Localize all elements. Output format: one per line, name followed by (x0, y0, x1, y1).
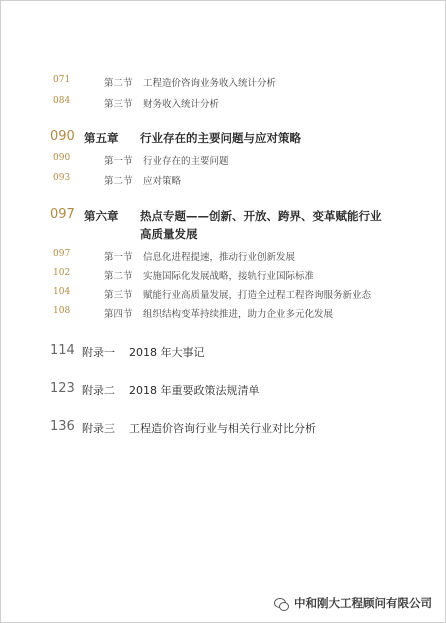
page-number: 090 (50, 129, 75, 144)
watermark-text: 中和刚大工程顾问有限公司 (294, 596, 432, 610)
appendix-label: 附录二 (82, 384, 115, 397)
section-label: 第一节 (104, 252, 133, 263)
chapter-title-continued: 高质量发展 (140, 227, 198, 241)
appendix-title: 2018 年重要政策法规清单 (129, 384, 260, 397)
appendix-label: 附录一 (82, 346, 115, 359)
page-number: 093 (53, 173, 71, 183)
section-label: 第二节 (104, 271, 133, 282)
section-label: 第四节 (104, 309, 133, 320)
page-number: 097 (50, 207, 75, 222)
section-title: 行业存在的主要问题 (143, 156, 229, 167)
section-title: 信息化进程提速，推动行业创新发展 (143, 252, 296, 263)
section-title: 实施国际化发展战略，接轨行业国际标准 (143, 271, 315, 282)
chapter-title: 行业存在的主要问题与应对策略 (140, 131, 301, 145)
chapter-label: 第六章 (84, 209, 119, 223)
page-number: 102 (53, 268, 71, 278)
page-number: 104 (53, 287, 71, 297)
section-label: 第二节 (104, 176, 133, 187)
page-number: 084 (53, 96, 71, 106)
section-label: 第一节 (104, 156, 133, 167)
page-number: 071 (53, 75, 71, 85)
section-title: 赋能行业高质量发展，打造全过程工程咨询服务新业态 (143, 290, 372, 301)
chapter-label: 第五章 (84, 131, 119, 145)
chapter-title: 热点专题——创新、开放、跨界、变革赋能行业 (140, 209, 382, 223)
watermark (274, 595, 432, 611)
page-number: 123 (50, 381, 75, 396)
section-title: 工程造价咨询业务收入统计分析 (143, 78, 277, 89)
page-number: 114 (50, 343, 75, 358)
page-number: 108 (53, 306, 71, 316)
section-title: 组织结构变革持续推进，助力企业多元化发展 (143, 309, 334, 320)
appendix-label: 附录三 (82, 422, 115, 435)
section-title: 财务收入统计分析 (143, 99, 220, 110)
appendix-title: 2018 年大事记 (129, 346, 205, 359)
section-label: 第二节 (104, 78, 133, 89)
section-label: 第三节 (104, 99, 133, 110)
wechat-icon (274, 597, 289, 610)
section-title: 应对策略 (143, 176, 182, 187)
page-number: 090 (53, 153, 71, 163)
appendix-title: 工程造价咨询行业与相关行业对比分析 (129, 422, 316, 435)
page-number: 097 (53, 249, 71, 259)
section-label: 第三节 (104, 290, 133, 301)
page-number: 136 (50, 419, 75, 434)
